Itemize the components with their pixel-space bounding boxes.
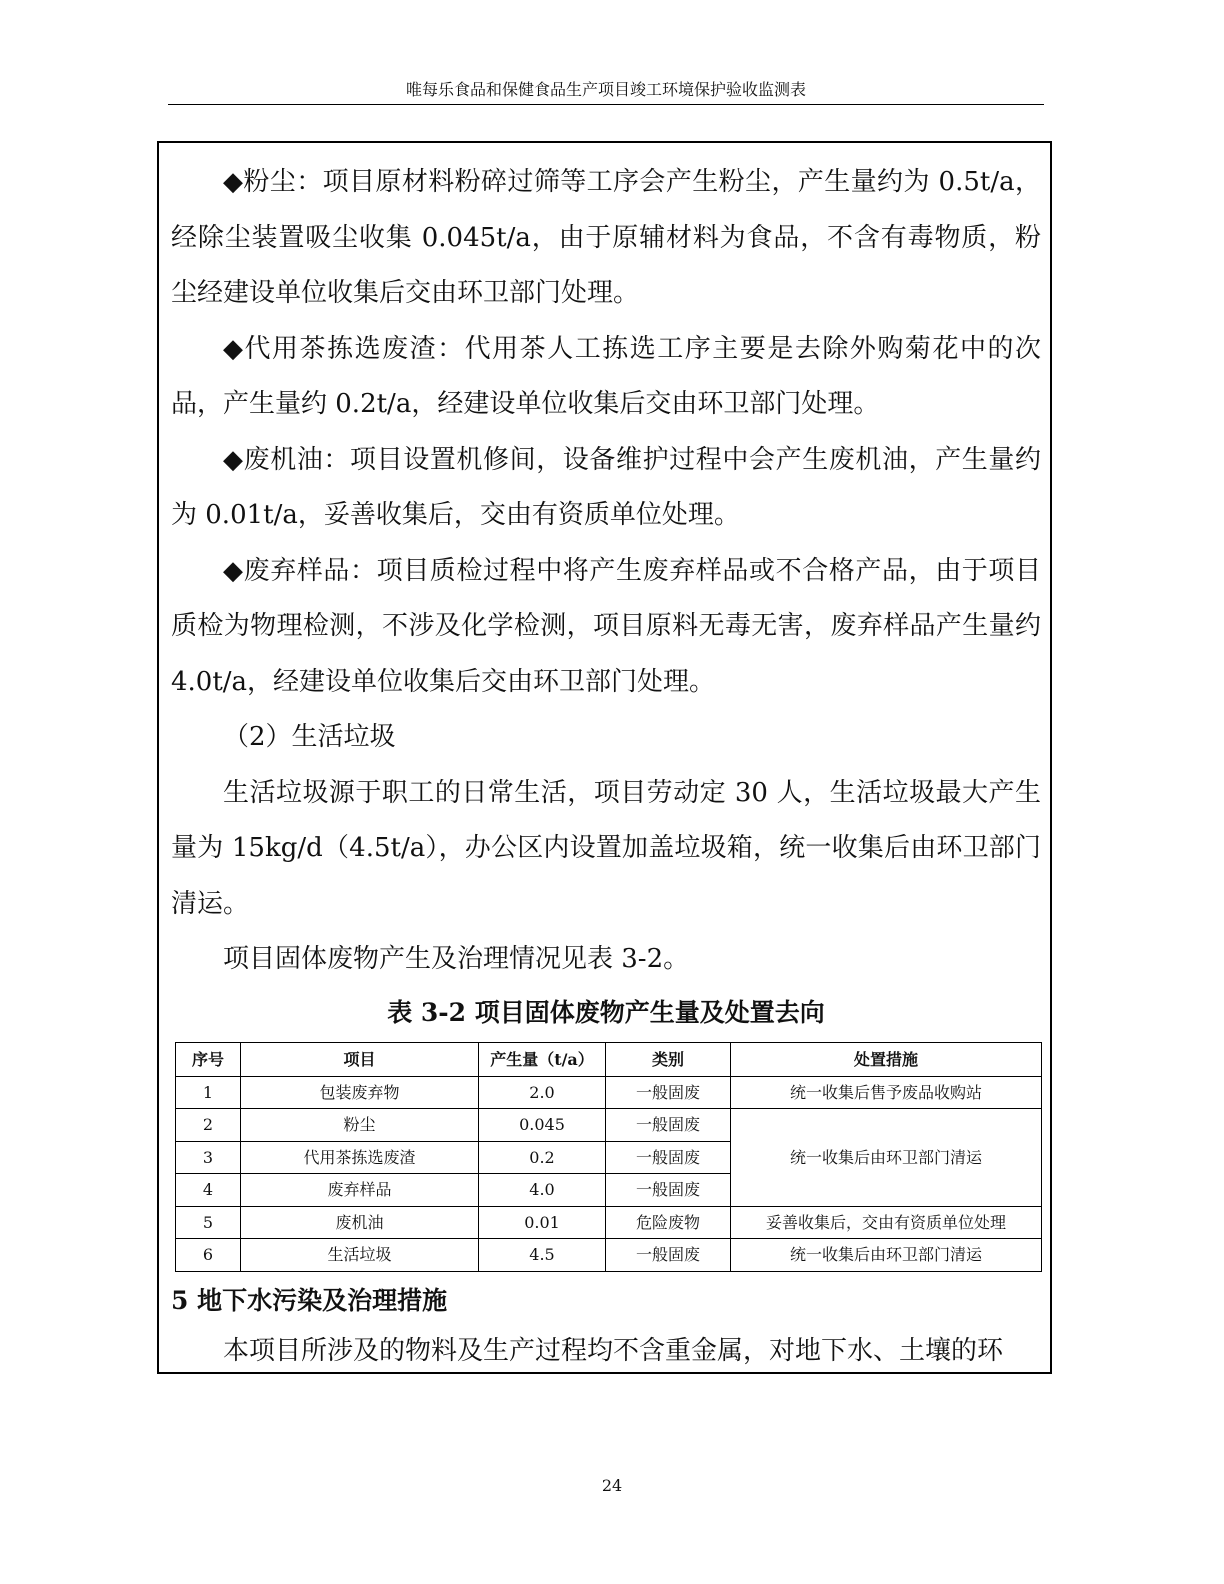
table-row: [176, 1076, 1042, 1109]
cell-item: 废弃样品: [241, 1174, 479, 1207]
cell-amount: 0.2: [479, 1141, 606, 1174]
cell-item: 粉尘: [241, 1109, 479, 1142]
cell-amount: 0.045: [479, 1109, 606, 1142]
cell-disposal: 妥善收集后，交由有资质单位处理: [731, 1206, 1042, 1239]
solid-waste-table: [175, 1042, 1042, 1272]
paragraph-waste-samples: ◆废弃样品：项目质检过程中将产生废弃样品或不合格产品，由于项目质检为物理检测，不涉及化学检测，项目原料无毒无害，废弃样品产生量约 4.0t/a，经建设单位收集后交由环卫部门处理。: [171, 555, 1041, 697]
header-rule: [168, 104, 1044, 105]
cell-amount: 4.5: [479, 1239, 606, 1272]
cell-index: 4: [176, 1174, 241, 1207]
cell-disposal: 统一收集后售予废品收购站: [731, 1076, 1042, 1109]
cell-index: 6: [176, 1239, 241, 1272]
paragraph-groundwater: 本项目所涉及的物料及生产过程均不含重金属，对地下水、土壤的环: [223, 1335, 1004, 1366]
cell-index: 1: [176, 1076, 241, 1109]
document-header: 唯每乐食品和保健食品生产项目竣工环境保护验收监测表: [405, 80, 806, 99]
paragraph-tea-residue: ◆代用茶拣选废渣：代用茶人工拣选工序主要是去除外购菊花中的次品，产生量约 0.2t/a，经建设单位收集后交由环卫部门处理。: [171, 333, 1041, 419]
table-row: [176, 1206, 1042, 1239]
page-number: 24: [601, 1476, 623, 1495]
cell-index: 5: [176, 1206, 241, 1239]
cell-category: 一般固废: [606, 1109, 731, 1142]
cell-category: 一般固废: [606, 1174, 731, 1207]
paragraph-dust: ◆粉尘：项目原材料粉碎过筛等工序会产生粉尘，产生量约为 0.5t/a，经除尘装置吸尘收集 0.045t/a，由于原辅材料为食品，不含有毒物质，粉尘经建设单位收集后交由环卫部门处理。: [171, 167, 1041, 308]
cell-amount: 4.0: [479, 1174, 606, 1207]
cell-category: 一般固废: [606, 1239, 731, 1272]
header-amount: 产生量（t/a）: [479, 1042, 606, 1076]
cell-item: 代用茶拣选废渣: [241, 1141, 479, 1174]
header-category: 类别: [606, 1042, 731, 1076]
cell-item: 包装废弃物: [241, 1076, 479, 1109]
cell-item: 废机油: [241, 1206, 479, 1239]
cell-category: 一般固废: [606, 1076, 731, 1109]
cell-disposal: 统一收集后由环卫部门清运: [731, 1239, 1042, 1272]
cell-disposal-merged: 统一收集后由环卫部门清运: [731, 1109, 1042, 1207]
paragraph-waste-oil: ◆废机油：项目设置机修间，设备维护过程中会产生废机油，产生量约为 0.01t/a，妥善收集后，交由有资质单位处理。: [171, 444, 1041, 530]
cell-index: 2: [176, 1109, 241, 1142]
cell-category: 一般固废: [606, 1141, 731, 1174]
cell-item: 生活垃圾: [241, 1239, 479, 1272]
table-header-row: [176, 1042, 1042, 1076]
paragraph-domestic-waste: 生活垃圾源于职工的日常生活，项目劳动定 30 人，生活垃圾最大产生量为 15kg/d（4.5t/a），办公区内设置加盖垃圾箱，统一收集后由环卫部门清运。: [171, 777, 1041, 919]
paragraph-table-reference: 项目固体废物产生及治理情况见表 3-2。: [223, 944, 690, 974]
header-item: 项目: [241, 1042, 479, 1076]
section-heading-groundwater: 5 地下水污染及治理措施: [171, 1285, 448, 1315]
header-disposal: 处置措施: [731, 1042, 1042, 1076]
content-frame: [157, 141, 1052, 1374]
cell-index: 3: [176, 1141, 241, 1174]
table-title: 表 3-2 项目固体废物产生量及处置去向: [387, 997, 825, 1027]
subheading-domestic-waste: （2）生活垃圾: [223, 722, 396, 752]
cell-amount: 2.0: [479, 1076, 606, 1109]
content-body: [171, 155, 1041, 1374]
table-row: [176, 1109, 1042, 1142]
cell-category: 危险废物: [606, 1206, 731, 1239]
cell-amount: 0.01: [479, 1206, 606, 1239]
table-row: [176, 1239, 1042, 1272]
header-index: 序号: [176, 1042, 241, 1076]
